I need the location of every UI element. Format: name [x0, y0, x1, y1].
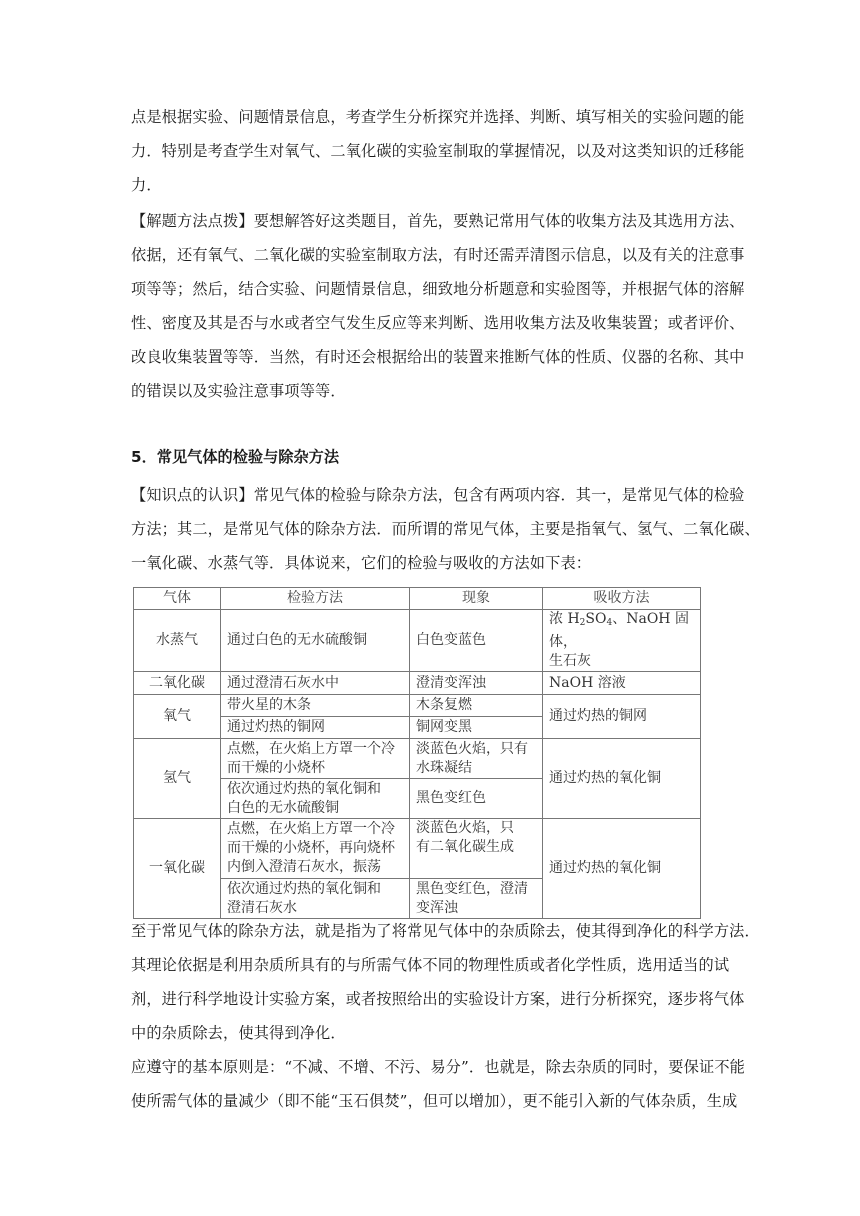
gas-cell: 二氧化碳 — [134, 672, 221, 695]
cell-line: 黑色变红色，澄清 — [416, 880, 528, 897]
cell-line: 而干燥的小烧杯 — [227, 759, 325, 776]
table-row-h2 — [134, 739, 701, 779]
text-line: 方法；其二，是常见气体的除杂方法．而所谓的常见气体，主要是指氧气、氢气、二氧化碳、 — [131, 520, 760, 538]
phenomenon-cell: 白色变蓝色 — [410, 610, 543, 672]
table-row-co — [134, 819, 701, 879]
gas-cell: 水蒸气 — [134, 610, 221, 672]
text-line: 项等等；然后，结合实验、问题情景信息，细致地分析题意和实验图等，并根据气体的溶解 — [131, 280, 745, 298]
gas-cell: 氧气 — [134, 695, 221, 739]
header-absorb-method: 吸收方法 — [543, 588, 701, 610]
subscript: 2 — [579, 618, 586, 628]
intro-paragraph — [131, 100, 745, 202]
text-line: 依据，还有氧气、二氧化碳的实验室制取方法，有时还需弄清图示信息，以及有关的注意事 — [131, 246, 745, 264]
cell-line: 点燃，在火焰上方罩一个冷 — [227, 740, 395, 757]
gas-cell: 一氧化碳 — [134, 819, 221, 919]
text-line: 力． — [131, 176, 162, 194]
text-line: 改良收集装置等等．当然，有时还会根据给出的装置来推断气体的性质、仪器的名称、其中 — [131, 348, 745, 366]
method-cell: 通过白色的无水硫酸铜 — [221, 610, 410, 672]
cell-line: 而干燥的小烧杯，再向烧杯 — [227, 840, 395, 856]
text-line: 一氧化碳、水蒸气等．具体说来，它们的检验与吸收的方法如下表： — [131, 554, 592, 572]
text-line: 使所需气体的量减少（即不能“玉石俱焚”，但可以增加），更不能引入新的气体杂质，生成 — [131, 1092, 738, 1110]
cell-line: 变浑浊 — [416, 899, 458, 916]
table-row-o2 — [134, 695, 701, 717]
cell-line: 淡蓝色火焰，只有 — [416, 740, 528, 757]
phenomenon-cell: 澄清变浑浊 — [410, 672, 543, 695]
method-cell — [221, 739, 410, 779]
cell-line: 白色的无水硫酸铜 — [227, 799, 339, 816]
cell-line: 澄清石灰水 — [227, 899, 297, 916]
absorb-cell: 通过灼热的氧化铜 — [543, 819, 701, 919]
table-header-row — [134, 588, 701, 610]
gas-cell: 氢气 — [134, 739, 221, 819]
text-line: 【解题方法点拨】要想解答好这类题目，首先，要熟记常用气体的收集方法及其选用方法、 — [131, 212, 745, 230]
header-test-method: 检验方法 — [221, 588, 410, 610]
method-cell — [221, 879, 410, 919]
cell-line: 淡蓝色火焰，只 — [416, 820, 514, 836]
phenomenon-cell — [410, 879, 543, 919]
purification-paragraph — [131, 914, 760, 1050]
absorb-text: 、NaOH 固体， — [549, 611, 689, 650]
knowledge-paragraph — [131, 478, 760, 580]
absorb-cell: 通过灼热的铜网 — [543, 695, 701, 739]
absorb-text: 浓 H — [549, 611, 580, 627]
cell-line: 内倒入澄清石灰水，振荡 — [227, 859, 381, 875]
gas-test-table — [133, 587, 701, 919]
absorb-cell — [543, 610, 701, 672]
header-gas: 气体 — [134, 588, 221, 610]
text-line: 剂，进行科学地设计实验方案，或者按照给出的实验设计方案，进行分析探究，逐步将气体 — [131, 990, 745, 1008]
text-line: 力．特别是考查学生对氧气、二氧化碳的实验室制取的掌握情况，以及对这类知识的迁移能 — [131, 142, 745, 160]
section-heading: 5．常见气体的检验与除杂方法 — [131, 448, 340, 466]
method-cell: 通过澄清石灰水中 — [221, 672, 410, 695]
absorb-cell: 通过灼热的氧化铜 — [543, 739, 701, 819]
absorb-cell: NaOH 溶液 — [543, 672, 701, 695]
phenomenon-cell: 黑色变红色 — [410, 779, 543, 819]
text-line: 应遵守的基本原则是：“不减、不增、不污、易分”．也就是，除去杂质的同时，要保证不能 — [131, 1058, 745, 1076]
text-line: 的错误以及实验注意事项等等． — [131, 382, 346, 400]
cell-line: 有二氧化碳生成 — [416, 839, 514, 855]
phenomenon-cell — [410, 739, 543, 779]
principle-paragraph — [131, 1050, 745, 1118]
cell-line: 依次通过灼热的氧化铜和 — [227, 880, 381, 897]
method-cell — [221, 779, 410, 819]
phenomenon-cell: 铜网变黑 — [410, 717, 543, 739]
header-phenomenon: 现象 — [410, 588, 543, 610]
text-line: 中的杂质除去，使其得到净化． — [131, 1024, 346, 1042]
table-row-co2 — [134, 672, 701, 695]
phenomenon-cell — [410, 819, 543, 879]
method-cell — [221, 819, 410, 879]
absorb-text: 生石灰 — [549, 653, 591, 669]
tips-paragraph — [131, 204, 745, 408]
method-cell: 带火星的木条 — [221, 695, 410, 717]
text-line: 至于常见气体的除杂方法，就是指为了将常见气体中的杂质除去，使其得到净化的科学方法． — [131, 922, 760, 940]
subscript: 4 — [606, 618, 613, 628]
cell-line: 依次通过灼热的氧化铜和 — [227, 780, 381, 797]
text-line: 点是根据实验、问题情景信息，考查学生分析探究并选择、判断、填写相关的实验问题的能 — [131, 108, 745, 126]
text-line: 其理论依据是利用杂质所具有的与所需气体不同的物理性质或者化学性质，选用适当的试 — [131, 956, 730, 974]
cell-line: 水珠凝结 — [416, 759, 472, 776]
absorb-text: SO — [585, 611, 607, 627]
table-row-water — [134, 610, 701, 672]
cell-line: 点燃，在火焰上方罩一个冷 — [227, 821, 395, 837]
text-line: 【知识点的认识】常见气体的检验与除杂方法，包含有两项内容．其一，是常见气体的检验 — [131, 486, 745, 504]
phenomenon-cell: 木条复燃 — [410, 695, 543, 717]
method-cell: 通过灼热的铜网 — [221, 717, 410, 739]
text-line: 性、密度及其是否与水或者空气发生反应等来判断、选用收集方法及收集装置；或者评价、 — [131, 314, 745, 332]
